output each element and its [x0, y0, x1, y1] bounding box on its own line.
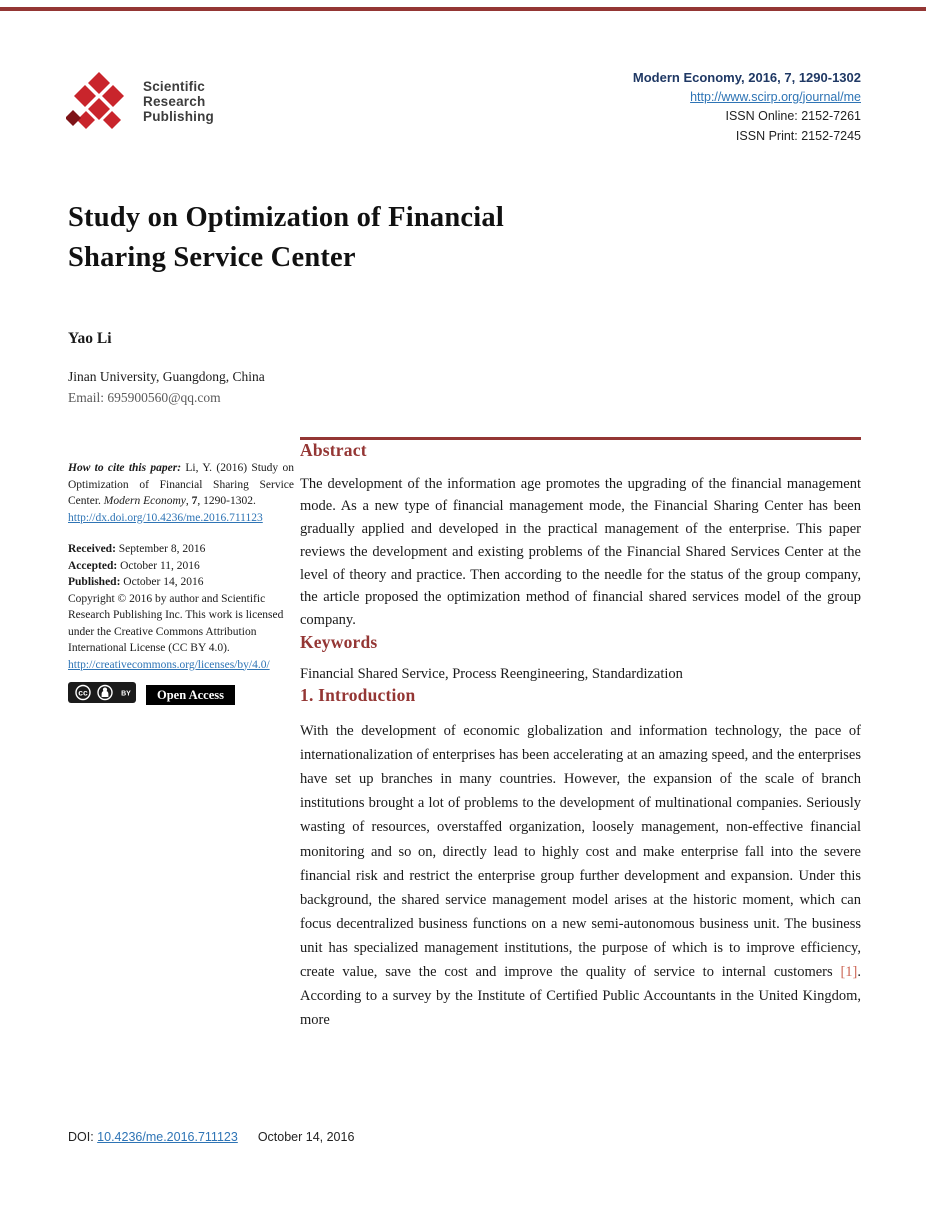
author-affiliation: Jinan University, Guangdong, China — [68, 369, 265, 384]
author-name: Yao Li — [68, 330, 112, 347]
introduction-paragraph — [300, 719, 861, 1032]
footer-doi-link[interactable]: 10.4236/me.2016.711123 — [97, 1130, 238, 1144]
intro-text-before-ref: With the development of economic globalization and information technology, the pace of internationalization of enterprises has been accelerating at an amazing speed, and the enterprises have set up branches in many countries. However, the expansion of the scale of branch institutions brought a lot of problems to the development of multinational companies. Seriously wasting of resources, overstaffed organization, loosely management, non-effective financial monitoring and so on, directly lead to highly cost and make enterprise fall into the severe financial risk and restrict the enterprise group further development and expansion. Under this background, the shared service management model arises at the historic moment, which can focus decentralized business functions on a new semi-autonomous business unit. The business unit has specialized management institutions, the purpose of which is to improve efficiency, create value, save the cost and improve the quality of service to internal customers — [300, 723, 861, 981]
cite-pages: , 1290-1302. — [197, 495, 256, 507]
article-title-line1: Study on Optimization of Financial — [68, 202, 504, 233]
received-value: September 8, 2016 — [115, 543, 206, 555]
cc-by-badge[interactable] — [68, 682, 136, 709]
copyright-text: Copyright © 2016 by author and Scientific Research Publishing Inc. This work is licensed under the Creative Commons Attribution International License (CC BY 4.0). — [68, 592, 284, 654]
open-access-badge: Open Access — [146, 685, 235, 705]
published-label: Published: — [68, 576, 121, 588]
cite-journal-name: Modern Economy — [103, 495, 186, 507]
publisher-name-line3: Publishing — [143, 108, 214, 124]
svg-text:BY: BY — [121, 690, 131, 698]
cite-volume: 7 — [191, 495, 198, 507]
dates-block — [68, 541, 294, 591]
journal-info — [633, 68, 861, 146]
keywords-heading: Keywords — [300, 632, 378, 653]
footer-date: October 14, 2016 — [257, 1130, 355, 1144]
abstract-heading: Abstract — [300, 439, 367, 460]
cite-separator: , — [185, 495, 192, 507]
scirp-diamond-logo-icon — [66, 72, 132, 130]
issn-online: ISSN Online: 2152-7261 — [725, 109, 861, 123]
article-title-line2: Sharing Service Center — [68, 242, 356, 273]
top-rule — [0, 7, 926, 11]
accepted-line — [68, 558, 294, 575]
accepted-label: Accepted: — [68, 559, 118, 572]
abstract-text: The development of the information age promotes the upgrading of the financial management mode. As a new type of financial management mode, the Financial Sharing Center has been gradually applied and developed in the practical management of the enterprise. This paper reviews the development and existing problems of the Financial Shared Services Center at the level of theory and practice. Then according to the needle for the status of the group company, the article proposed the optimization method of financial shared services model of the group company. — [300, 475, 861, 629]
publisher-name-line1: Scientific — [143, 78, 206, 94]
intro-text-after-ref: . According to a survey by the Institute of Certified Public Accountants in the United Kingdom, more — [300, 964, 861, 1029]
main-column — [300, 437, 861, 1032]
license-url-link[interactable]: http://creativecommons.org/licenses/by/4.0/ — [68, 658, 270, 671]
doi-label: DOI: — [68, 1130, 98, 1144]
badges-row — [68, 682, 294, 709]
published-value: October 14, 2016 — [120, 576, 204, 588]
svg-text:cc: cc — [78, 687, 88, 698]
publisher-logo — [66, 72, 214, 130]
author-email: Email: 695900560@qq.com — [68, 390, 221, 405]
publisher-name — [143, 79, 214, 124]
reference-1-link[interactable]: [1] — [840, 964, 858, 981]
received-line — [68, 541, 294, 558]
page-footer — [68, 1130, 354, 1144]
cite-label: How to cite this paper: — [68, 462, 182, 474]
published-line — [68, 574, 294, 591]
publisher-name-line2: Research — [143, 93, 206, 109]
content-columns — [68, 437, 861, 1032]
copyright-block — [68, 591, 294, 674]
cite-text: Li, Y. (2016) Study on Optimization of Financial Sharing Service Center. — [68, 462, 294, 507]
introduction-heading: 1. Introduction — [300, 685, 416, 706]
cite-doi-link[interactable]: http://dx.doi.org/10.4236/me.2016.711123 — [68, 511, 263, 524]
journal-citation: Modern Economy, 2016, 7, 1290-1302 — [632, 70, 861, 85]
journal-url-link[interactable]: http://www.scirp.org/journal/me — [690, 89, 861, 104]
accepted-value: October 11, 2016 — [117, 559, 200, 572]
received-label: Received: — [68, 543, 116, 555]
citation-block — [68, 460, 294, 526]
issn-print: ISSN Print: 2152-7245 — [735, 128, 861, 143]
keywords-text: Financial Shared Service, Process Reengineering, Standardization — [300, 666, 683, 683]
article-title — [68, 198, 808, 278]
cc-by-badge-icon — [68, 682, 136, 703]
sidebar — [68, 437, 294, 1032]
